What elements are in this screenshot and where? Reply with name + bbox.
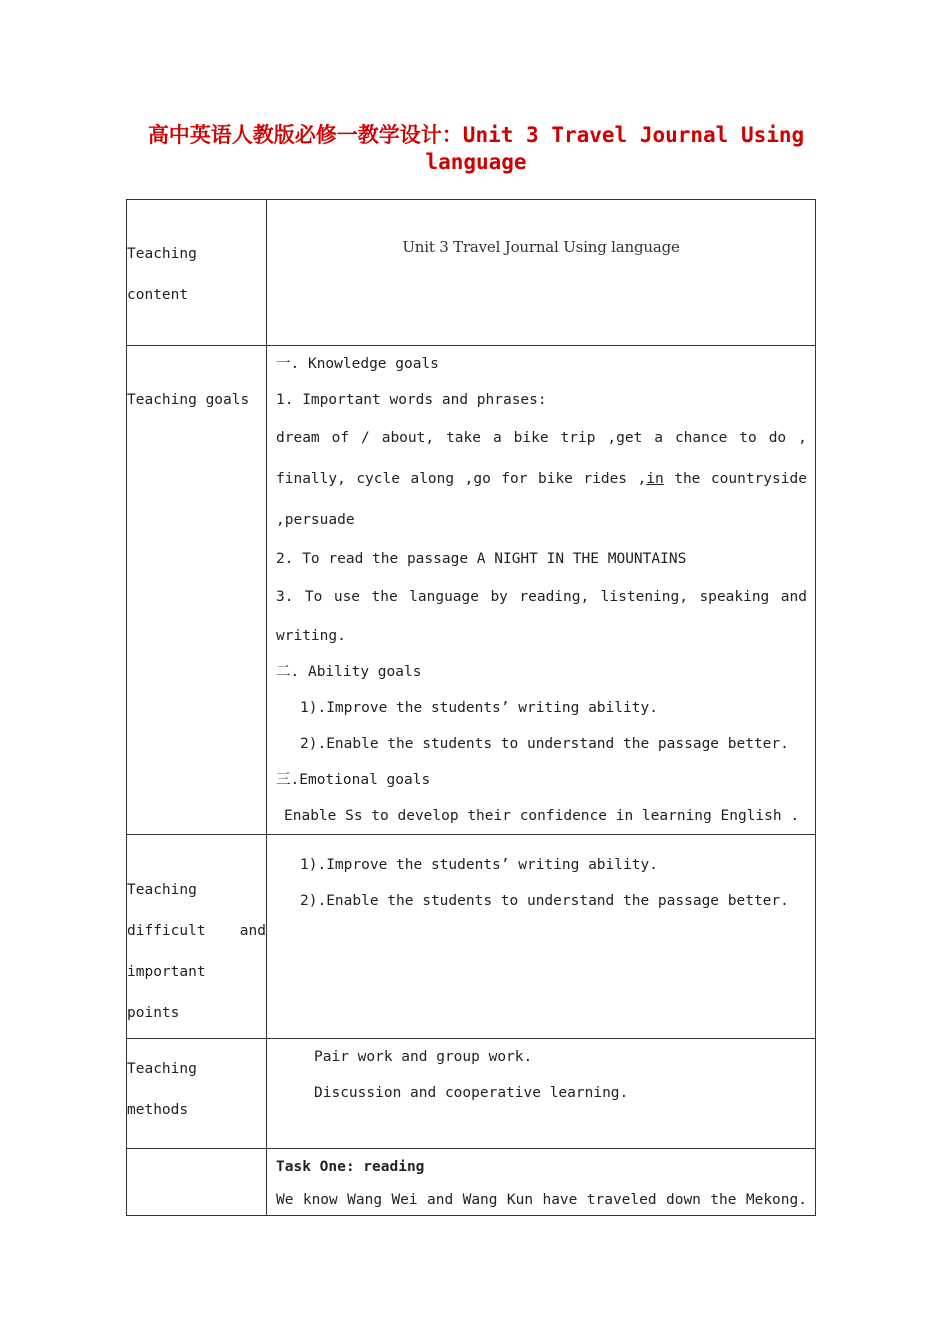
word: and xyxy=(780,589,807,605)
word: the xyxy=(710,1192,737,1208)
word: use xyxy=(333,589,361,605)
word: have xyxy=(542,1192,578,1208)
goals-label-cell xyxy=(127,346,267,835)
word: Wang xyxy=(462,1192,498,1208)
word-group: ,in xyxy=(637,471,664,487)
goal-item-3 xyxy=(267,577,815,618)
word: to xyxy=(739,430,757,446)
method-1: Pair work and group work. xyxy=(314,1049,533,1065)
methods-label-line-1: Teaching xyxy=(127,1061,197,1077)
word: To xyxy=(304,589,323,605)
word: Kun xyxy=(506,1192,534,1208)
ability-goal-2: 2).Enable the students to understand the passage better. xyxy=(300,736,789,752)
word: countryside xyxy=(710,471,807,487)
knowledge-goals-heading: 一. Knowledge goals xyxy=(276,356,439,372)
word: bike xyxy=(513,430,549,446)
word: language xyxy=(409,589,479,605)
word: know xyxy=(302,1192,338,1208)
word: along xyxy=(410,471,455,487)
word: ,get xyxy=(607,430,643,446)
ability-goal-1: 1).Improve the students’ writing ability. xyxy=(300,700,658,716)
word: ,go xyxy=(464,471,491,487)
difficult-label-cell xyxy=(127,835,267,1039)
goals-label: Teaching goals xyxy=(127,392,250,408)
difficult-point-2: 2).Enable the students to understand the passage better. xyxy=(300,893,789,909)
goal-item-1: 1. Important words and phrases: xyxy=(276,392,547,408)
content-value-cell xyxy=(267,200,816,346)
word: by xyxy=(490,589,508,605)
page-title xyxy=(126,122,826,176)
difficult-point-1: 1).Improve the students’ writing ability. xyxy=(300,857,658,873)
difficult-label-word-1: difficult xyxy=(127,923,206,939)
difficult-label-word-2: and xyxy=(239,923,266,939)
ability-goals-heading: 二. Ability goals xyxy=(276,664,422,680)
word: cycle xyxy=(356,471,400,487)
word: rides xyxy=(583,471,628,487)
word: and xyxy=(427,1192,454,1208)
unit-heading: Unit 3 Travel Journal Using language xyxy=(402,238,680,256)
underlined-word: in xyxy=(646,471,664,487)
difficult-label-line-2 xyxy=(127,911,266,952)
title-line-2: language xyxy=(425,150,527,174)
word: / xyxy=(361,430,370,446)
word: take xyxy=(446,430,481,446)
phrases-line-1 xyxy=(267,418,815,459)
word: of xyxy=(331,430,350,446)
content-row xyxy=(127,200,816,346)
word: dream xyxy=(276,430,320,446)
word: 3. xyxy=(276,589,294,605)
word: traveled xyxy=(586,1192,657,1208)
methods-row xyxy=(127,1039,816,1149)
goals-row xyxy=(127,346,816,835)
word: for xyxy=(501,471,528,487)
word: the xyxy=(371,589,398,605)
word: Wei xyxy=(391,1192,418,1208)
title-line-1: 高中英语人教版必修一教学设计：Unit 3 Travel Journal Using xyxy=(147,123,805,147)
task-text xyxy=(267,1185,815,1215)
word: finally, xyxy=(276,471,346,487)
difficult-label-line-1: Teaching xyxy=(127,882,197,898)
difficult-value-cell xyxy=(267,835,816,1039)
word: chance xyxy=(674,430,728,446)
phrases-line-3: ,persuade xyxy=(276,512,355,528)
goal-item-2: 2. To read the passage A NIGHT IN THE MOUNTAINS xyxy=(276,551,687,567)
task-row xyxy=(127,1149,816,1216)
word: down xyxy=(665,1192,701,1208)
word: a xyxy=(654,430,663,446)
task-heading: Task One: reading xyxy=(276,1159,425,1175)
emotional-goal-text: Enable Ss to develop their confidence in learning English . xyxy=(284,808,800,824)
word: the xyxy=(674,471,701,487)
difficult-label-line-3: important xyxy=(127,964,206,980)
lesson-plan-table xyxy=(126,199,816,1216)
word: a xyxy=(492,430,502,446)
content-label-cell xyxy=(127,200,267,346)
word: do xyxy=(768,430,787,446)
word: , xyxy=(798,430,807,446)
task-value-cell xyxy=(267,1149,816,1216)
word: listening, xyxy=(600,589,688,605)
word: We xyxy=(276,1192,294,1208)
method-2: Discussion and cooperative learning. xyxy=(314,1085,629,1101)
word: about, xyxy=(381,430,435,446)
content-label-line-1: Teaching xyxy=(127,246,197,262)
methods-value-cell xyxy=(267,1039,816,1149)
goals-value-cell xyxy=(267,346,816,835)
word: bike xyxy=(537,471,573,487)
phrases-line-2 xyxy=(267,459,815,500)
methods-label-cell xyxy=(127,1039,267,1149)
word: trip xyxy=(560,430,596,446)
goal-item-3-continued: writing. xyxy=(276,628,346,644)
task-label-cell xyxy=(127,1149,267,1216)
difficult-label-line-4: points xyxy=(127,1005,180,1021)
word: reading, xyxy=(519,589,590,605)
word: Mekong. xyxy=(745,1192,807,1208)
emotional-goals-heading: 三.Emotional goals xyxy=(276,772,431,788)
word: speaking xyxy=(699,589,770,605)
difficult-points-row xyxy=(127,835,816,1039)
methods-label-line-2: methods xyxy=(127,1102,189,1118)
content-label-line-2: content xyxy=(127,287,189,303)
word: Wang xyxy=(347,1192,383,1208)
